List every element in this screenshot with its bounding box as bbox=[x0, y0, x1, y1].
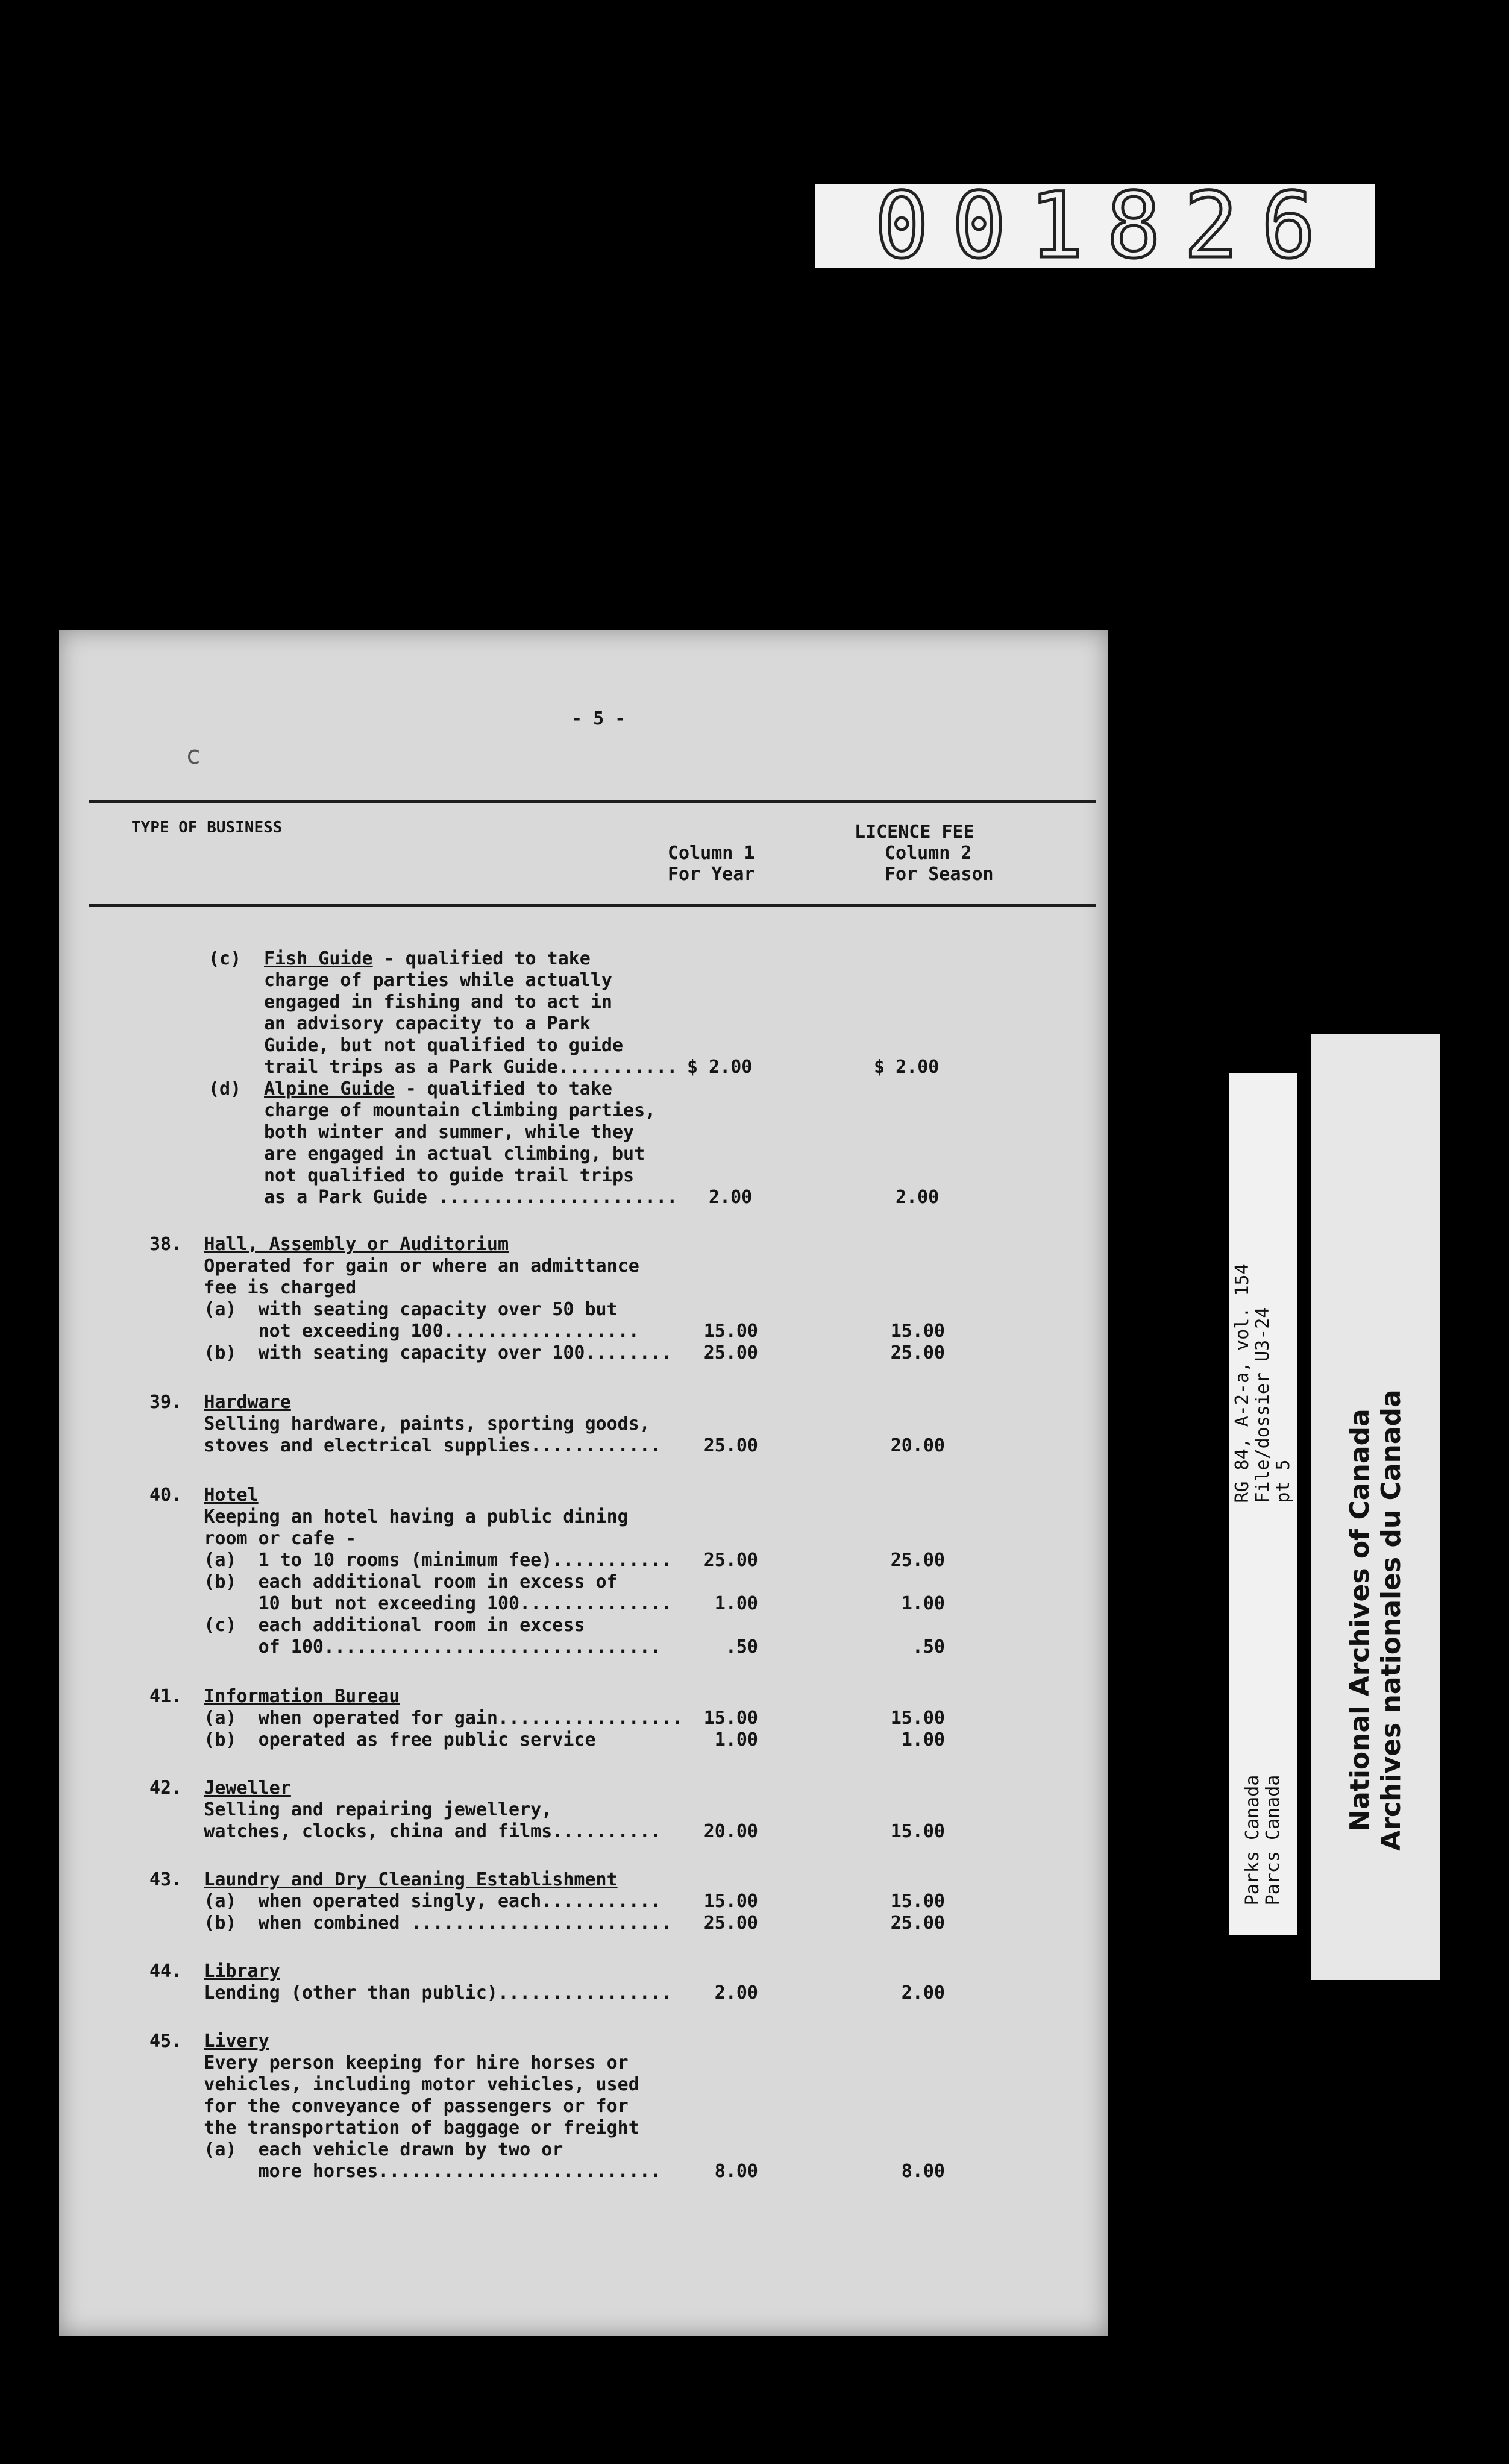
entry-line: are engaged in actual climbing, but bbox=[264, 1143, 645, 1164]
row-text: (a) with seating capacity over 50 but bbox=[149, 1299, 618, 1320]
row-text: more horses.......................... bbox=[149, 2161, 661, 2182]
header-rule-top bbox=[89, 800, 1096, 803]
fee-column-1: 2.00 bbox=[709, 1187, 753, 1208]
fee-column-1: 25.00 bbox=[703, 1550, 758, 1571]
fee-column-2: 15.00 bbox=[890, 1708, 945, 1729]
entry-letter: (d) bbox=[209, 1078, 242, 1099]
row-text: (a) when operated singly, each........... bbox=[149, 1891, 661, 1912]
fee-column-2: 25.00 bbox=[890, 1342, 945, 1363]
fee-column-1: 25.00 bbox=[703, 1342, 758, 1363]
licence-fee-header: LICENCE FEE bbox=[855, 822, 974, 843]
document-page bbox=[59, 630, 1108, 2336]
type-of-business-header: TYPE OF BUSINESS bbox=[131, 819, 283, 837]
parks-canada-fr: Parcs Canada bbox=[1263, 1774, 1284, 1906]
entry-letter: (c) bbox=[209, 948, 242, 969]
fee-column-2: 25.00 bbox=[890, 1550, 945, 1571]
row-text: (c) each additional room in excess bbox=[149, 1615, 585, 1636]
column-2-header: Column 2 bbox=[885, 843, 972, 864]
entry-line: engaged in fishing and to act in bbox=[264, 992, 612, 1013]
archives-label bbox=[1311, 1034, 1440, 1980]
fee-column-1: 8.00 bbox=[714, 2161, 758, 2182]
fee-column-1: 2.00 bbox=[714, 1982, 758, 2004]
column-1-header: Column 1 bbox=[668, 843, 755, 864]
entry-title: Fish Guide bbox=[264, 948, 373, 969]
fee-column-2: 25.00 bbox=[890, 1912, 945, 1934]
entry-line: as a Park Guide ...................... bbox=[264, 1187, 678, 1208]
parks-canada-en: Parks Canada bbox=[1242, 1774, 1263, 1906]
row-text: for the conveyance of passengers or for bbox=[149, 2096, 629, 2117]
fee-column-1: 1.00 bbox=[714, 1593, 758, 1614]
fee-column-2: 15.00 bbox=[890, 1821, 945, 1842]
entry-line: Guide, but not qualified to guide bbox=[264, 1035, 624, 1056]
fee-column-2: 15.00 bbox=[890, 1321, 945, 1342]
row-heading: Jeweller bbox=[204, 1777, 291, 1799]
reference-lines bbox=[1232, 1263, 1294, 1503]
archives-name-fr: Archives nationales du Canada bbox=[1375, 1389, 1407, 1852]
fee-column-2: 15.00 bbox=[890, 1891, 945, 1912]
row-text: Selling and repairing jewellery, bbox=[149, 1799, 553, 1820]
row-text: 41. Information Bureau bbox=[149, 1686, 400, 1707]
fee-column-1: 1.00 bbox=[714, 1729, 758, 1750]
row-text: watches, clocks, china and films.......... bbox=[149, 1821, 661, 1842]
row-text: fee is charged bbox=[149, 1277, 357, 1298]
fee-column-1: 15.00 bbox=[703, 1891, 758, 1912]
row-text: 44. Library bbox=[149, 1961, 280, 1982]
column-1-sub: For Year bbox=[668, 864, 755, 885]
entry-title: Alpine Guide bbox=[264, 1078, 395, 1099]
fee-column-1: 15.00 bbox=[703, 1321, 758, 1342]
row-heading: Hardware bbox=[204, 1392, 291, 1413]
entry-line: trail trips as a Park Guide........... bbox=[264, 1057, 678, 1078]
row-heading: Laundry and Dry Cleaning Establishment bbox=[204, 1869, 618, 1890]
row-text: (a) each vehicle drawn by two or bbox=[149, 2139, 563, 2160]
row-text: Operated for gain or where an admittance bbox=[149, 1256, 639, 1277]
handwritten-mark: c bbox=[186, 740, 201, 770]
row-text: Selling hardware, paints, sporting goods, bbox=[149, 1413, 650, 1435]
column-2-sub: For Season bbox=[885, 864, 994, 885]
row-text: stoves and electrical supplies............ bbox=[149, 1435, 661, 1456]
frame-number-label bbox=[815, 174, 1375, 278]
row-text: vehicles, including motor vehicles, used bbox=[149, 2074, 639, 2095]
fee-column-2: 2.00 bbox=[896, 1187, 940, 1208]
row-heading: Hotel bbox=[204, 1485, 259, 1506]
frame-number: 001826 bbox=[874, 174, 1338, 278]
row-text: (a) when operated for gain................. bbox=[149, 1708, 683, 1729]
fee-column-1: 25.00 bbox=[703, 1912, 758, 1934]
reference-line-3: pt 5 bbox=[1273, 1459, 1294, 1503]
row-text: Keeping an hotel having a public dining bbox=[149, 1506, 629, 1527]
entry-line: - qualified to take bbox=[394, 1078, 612, 1099]
row-text: 42. Jeweller bbox=[149, 1777, 291, 1799]
entry-line: charge of parties while actually bbox=[264, 970, 612, 991]
fee-column-2: .50 bbox=[912, 1636, 945, 1658]
archives-name-en: National Archives of Canada bbox=[1344, 1409, 1375, 1832]
row-text: 10 but not exceeding 100.............. bbox=[149, 1593, 672, 1614]
row-text: (b) operated as free public service bbox=[149, 1729, 596, 1750]
row-text: (a) 1 to 10 rooms (minimum fee)........... bbox=[149, 1550, 672, 1571]
row-text: 38. Hall, Assembly or Auditorium bbox=[149, 1234, 509, 1255]
row-heading: Information Bureau bbox=[204, 1686, 400, 1707]
fee-column-1: 15.00 bbox=[703, 1708, 758, 1729]
row-text: of 100............................... bbox=[149, 1636, 661, 1658]
row-text: (b) each additional room in excess of bbox=[149, 1571, 618, 1592]
fee-column-1: 20.00 bbox=[703, 1821, 758, 1842]
row-heading: Livery bbox=[204, 2031, 269, 2052]
fee-column-1: .50 bbox=[725, 1636, 758, 1658]
fee-column-2: 1.00 bbox=[901, 1729, 945, 1750]
reference-label bbox=[1229, 1073, 1297, 1935]
fee-column-2: 1.00 bbox=[901, 1593, 945, 1614]
archives-text bbox=[1344, 1390, 1407, 1851]
row-heading: Library bbox=[204, 1961, 280, 1982]
row-text: 43. Laundry and Dry Cleaning Establishment bbox=[149, 1869, 618, 1890]
fee-column-1: $ 2.00 bbox=[687, 1057, 753, 1078]
fee-column-1: 25.00 bbox=[703, 1435, 758, 1456]
entry-line: both winter and summer, while they bbox=[264, 1122, 635, 1143]
page-number: - 5 - bbox=[571, 708, 626, 729]
fee-column-2: $ 2.00 bbox=[874, 1057, 940, 1078]
entry-line: charge of mountain climbing parties, bbox=[264, 1100, 656, 1121]
row-text: 40. Hotel bbox=[149, 1485, 259, 1506]
row-text: not exceeding 100.................. bbox=[149, 1321, 639, 1342]
header-rule-bottom bbox=[89, 904, 1096, 907]
row-heading: Hall, Assembly or Auditorium bbox=[204, 1234, 509, 1255]
row-text: 39. Hardware bbox=[149, 1392, 291, 1413]
fee-column-2: 2.00 bbox=[901, 1982, 945, 2004]
row-text: 45. Livery bbox=[149, 2031, 269, 2052]
row-text: (b) with seating capacity over 100........ bbox=[149, 1342, 672, 1363]
row-text: (b) when combined ........................ bbox=[149, 1912, 672, 1934]
reference-line-2: File/dossier U3-24 bbox=[1252, 1307, 1273, 1503]
row-text: Lending (other than public)................ bbox=[149, 1982, 672, 2004]
reference-bottom-lines bbox=[1243, 1774, 1284, 1905]
fee-column-2: 20.00 bbox=[890, 1435, 945, 1456]
entry-line: not qualified to guide trail trips bbox=[264, 1165, 635, 1186]
fee-column-2: 8.00 bbox=[901, 2161, 945, 2182]
row-text: the transportation of baggage or freight bbox=[149, 2117, 639, 2139]
entry-line: - qualified to take bbox=[372, 948, 591, 969]
row-text: room or cafe - bbox=[149, 1528, 357, 1549]
reference-line-1: RG 84, A-2-a, vol. 154 bbox=[1232, 1263, 1253, 1503]
row-text: Every person keeping for hire horses or bbox=[149, 2052, 629, 2073]
entry-line: an advisory capacity to a Park bbox=[264, 1013, 591, 1034]
